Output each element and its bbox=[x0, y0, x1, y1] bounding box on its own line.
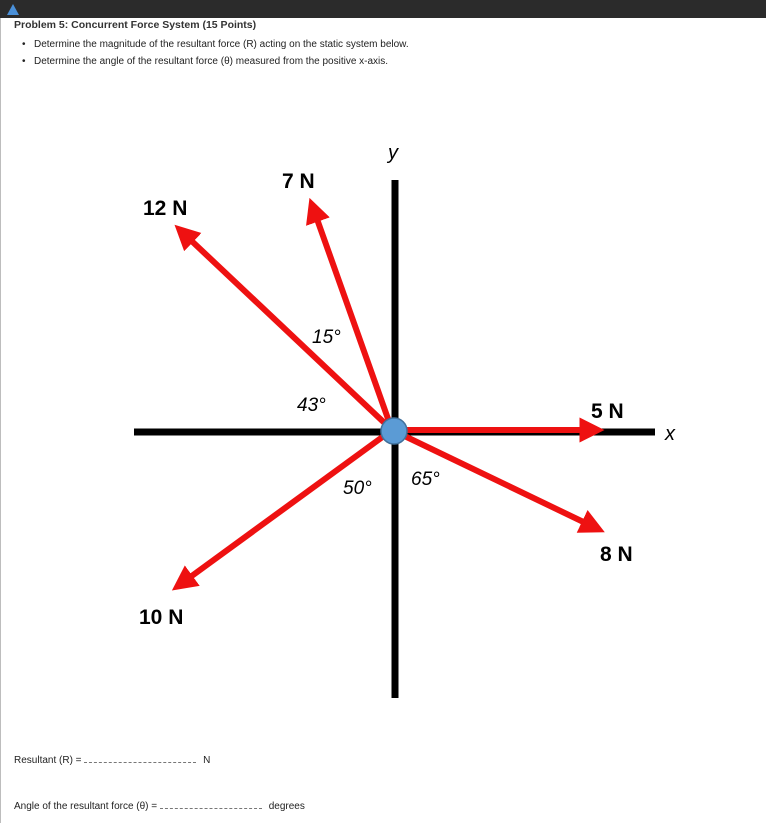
force-10n-arrow bbox=[178, 430, 392, 586]
angle-label: Angle of the resultant force (θ) = bbox=[14, 801, 158, 812]
instruction-item: • Determine the magnitude of the resultant force (R) acting on the static system below. bbox=[18, 38, 409, 51]
force-label: 12 N bbox=[143, 197, 188, 220]
x-axis-label: x bbox=[665, 423, 675, 445]
instruction-item: • Determine the angle of the resultant force (θ) measured from the positive x-axis. bbox=[18, 55, 409, 68]
resultant-blank[interactable] bbox=[84, 752, 196, 763]
resultant-answer-row bbox=[14, 752, 210, 766]
angle-label: 50° bbox=[343, 478, 372, 499]
resultant-label: Resultant (R) = bbox=[14, 755, 82, 766]
force-label: 8 N bbox=[600, 543, 633, 566]
origin-point bbox=[381, 418, 407, 444]
angle-label: 43° bbox=[297, 395, 326, 416]
angle-label: 65° bbox=[411, 469, 440, 490]
y-axis-label: y bbox=[388, 142, 398, 164]
problem-title: Problem 5: Concurrent Force System (15 Points) bbox=[14, 19, 257, 31]
angle-answer-row bbox=[14, 798, 305, 812]
force-12n-arrow bbox=[180, 230, 392, 430]
force-label: 7 N bbox=[282, 170, 315, 193]
angle-blank[interactable] bbox=[160, 798, 262, 809]
angle-unit: degrees bbox=[268, 801, 305, 812]
force-label: 10 N bbox=[139, 606, 184, 629]
resultant-unit: N bbox=[203, 755, 211, 766]
angle-label: 15° bbox=[312, 327, 341, 348]
force-label: 5 N bbox=[591, 400, 624, 423]
